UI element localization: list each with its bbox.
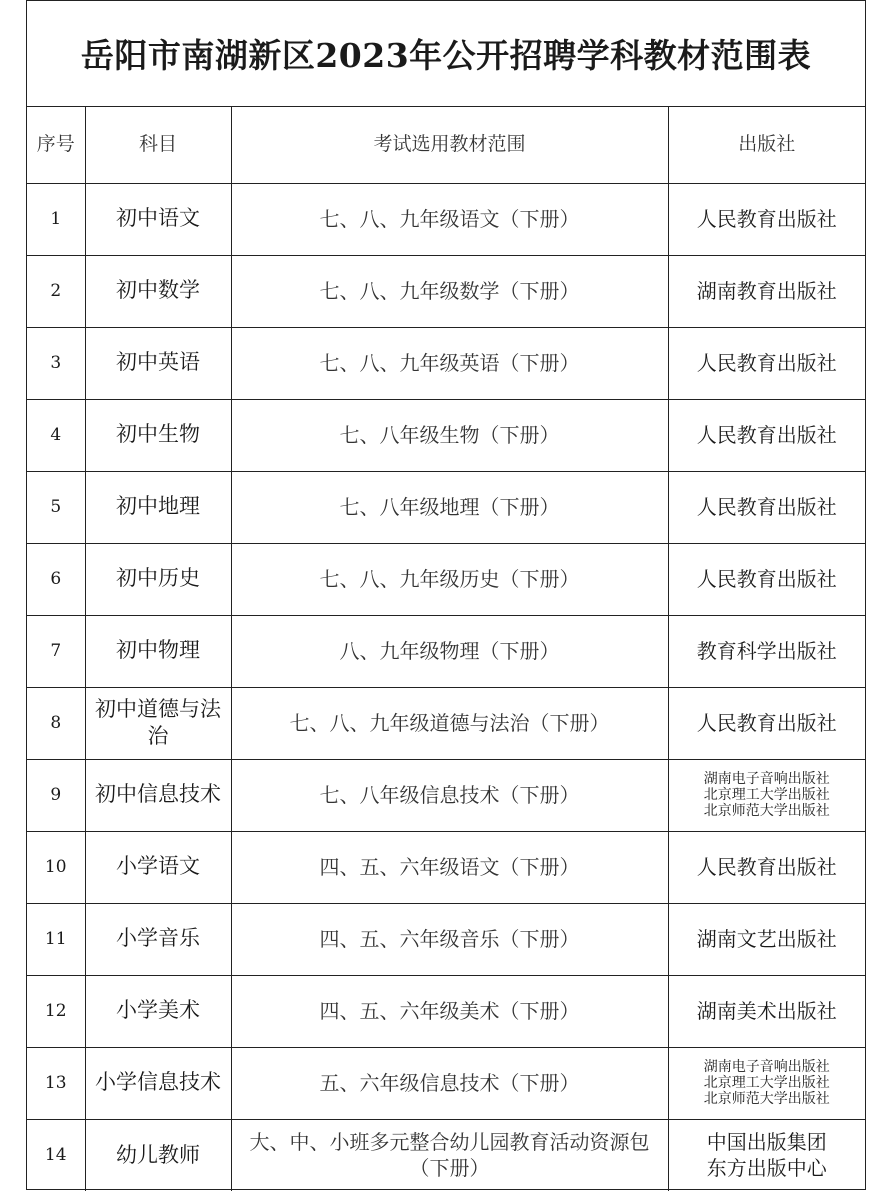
- publisher-name: 北京理工大学出版社: [703, 786, 830, 803]
- row-number: 12: [27, 975, 85, 1047]
- row-range: 四、五、六年级语文（下册）: [231, 831, 668, 903]
- publisher-name: 湖南文艺出版社: [696, 927, 837, 951]
- row-range: 七、八年级生物（下册）: [231, 399, 668, 471]
- row-publisher: [668, 543, 865, 615]
- row-number: 8: [27, 687, 85, 759]
- table-row: [27, 1047, 865, 1119]
- publisher-name: 中国出版集团: [706, 1130, 827, 1155]
- row-number: 9: [27, 759, 85, 831]
- table-row: [27, 759, 865, 831]
- publisher-name: 人民教育出版社: [696, 567, 837, 591]
- row-subject: 初中历史: [85, 543, 231, 615]
- page-title: 岳阳市南湖新区2023年公开招聘学科教材范围表: [27, 1, 865, 107]
- row-publisher: [668, 183, 865, 255]
- row-number: 13: [27, 1047, 85, 1119]
- publisher-name: 湖南电子音响出版社: [703, 770, 830, 787]
- publisher-name: 教育科学出版社: [696, 639, 837, 663]
- row-subject: 小学信息技术: [85, 1047, 231, 1119]
- row-number: 10: [27, 831, 85, 903]
- row-publisher: [668, 759, 865, 831]
- row-range: 八、九年级物理（下册）: [231, 615, 668, 687]
- row-publisher: [668, 975, 865, 1047]
- row-number: 7: [27, 615, 85, 687]
- row-subject: 小学音乐: [85, 903, 231, 975]
- table-row: [27, 831, 865, 903]
- row-number: 5: [27, 471, 85, 543]
- row-publisher: [668, 615, 865, 687]
- row-publisher: [668, 831, 865, 903]
- row-range: 七、八、九年级历史（下册）: [231, 543, 668, 615]
- table-row: [27, 975, 865, 1047]
- row-publisher: [668, 255, 865, 327]
- publisher-name: 人民教育出版社: [696, 207, 837, 231]
- publisher-name: 北京师范大学出版社: [703, 1091, 830, 1108]
- row-number: 6: [27, 543, 85, 615]
- row-publisher: [668, 903, 865, 975]
- row-publisher: [668, 1047, 865, 1119]
- publisher-name: 人民教育出版社: [696, 711, 837, 735]
- row-subject: 初中地理: [85, 471, 231, 543]
- row-subject: 初中语文: [85, 183, 231, 255]
- row-number: 1: [27, 183, 85, 255]
- table-row: [27, 255, 865, 327]
- row-subject: 初中英语: [85, 327, 231, 399]
- row-range: 七、八、九年级语文（下册）: [231, 183, 668, 255]
- header-publisher: 出版社: [668, 107, 865, 183]
- row-subject: 初中数学: [85, 255, 231, 327]
- row-range: 七、八、九年级道德与法治（下册）: [231, 687, 668, 759]
- row-number: 4: [27, 399, 85, 471]
- publisher-name: 北京理工大学出版社: [703, 1074, 830, 1091]
- row-number: 2: [27, 255, 85, 327]
- row-publisher: [668, 471, 865, 543]
- table-row: [27, 543, 865, 615]
- row-subject: 初中信息技术: [85, 759, 231, 831]
- row-range: 七、八年级信息技术（下册）: [231, 759, 668, 831]
- table-row: [27, 687, 865, 759]
- publisher-name: 人民教育出版社: [696, 495, 837, 519]
- textbook-table: [27, 107, 865, 1191]
- publisher-name: 北京师范大学出版社: [703, 803, 830, 820]
- row-subject: 初中物理: [85, 615, 231, 687]
- row-range: 七、八年级地理（下册）: [231, 471, 668, 543]
- row-subject: 初中生物: [85, 399, 231, 471]
- row-range: 四、五、六年级音乐（下册）: [231, 903, 668, 975]
- publisher-name: 东方出版中心: [706, 1156, 827, 1181]
- row-number: 14: [27, 1119, 85, 1191]
- table-row: [27, 615, 865, 687]
- row-publisher: [668, 1119, 865, 1191]
- row-range: 五、六年级信息技术（下册）: [231, 1047, 668, 1119]
- table-header-row: [27, 107, 865, 183]
- table-row: [27, 903, 865, 975]
- table-row: [27, 1119, 865, 1191]
- row-range: 七、八、九年级英语（下册）: [231, 327, 668, 399]
- publisher-name: 湖南电子音响出版社: [703, 1058, 830, 1075]
- header-range: 考试选用教材范围: [231, 107, 668, 183]
- publisher-name: 湖南美术出版社: [696, 999, 837, 1023]
- row-subject: 小学美术: [85, 975, 231, 1047]
- row-subject: 初中道德与法治: [85, 687, 231, 759]
- row-number: 11: [27, 903, 85, 975]
- row-publisher: [668, 399, 865, 471]
- row-number: 3: [27, 327, 85, 399]
- row-subject: 小学语文: [85, 831, 231, 903]
- row-range: 大、中、小班多元整合幼儿园教育活动资源包（下册）: [231, 1119, 668, 1191]
- row-range: 七、八、九年级数学（下册）: [231, 255, 668, 327]
- publisher-name: 人民教育出版社: [696, 351, 837, 375]
- publisher-name: 人民教育出版社: [696, 423, 837, 447]
- table-row: [27, 183, 865, 255]
- document-sheet: [26, 0, 866, 1190]
- publisher-name: 湖南教育出版社: [696, 279, 837, 303]
- table-row: [27, 327, 865, 399]
- row-subject: 幼儿教师: [85, 1119, 231, 1191]
- header-no: 序号: [27, 107, 85, 183]
- row-publisher: [668, 687, 865, 759]
- table-row: [27, 471, 865, 543]
- row-publisher: [668, 327, 865, 399]
- row-range: 四、五、六年级美术（下册）: [231, 975, 668, 1047]
- publisher-name: 人民教育出版社: [696, 855, 837, 879]
- header-subject: 科目: [85, 107, 231, 183]
- table-row: [27, 399, 865, 471]
